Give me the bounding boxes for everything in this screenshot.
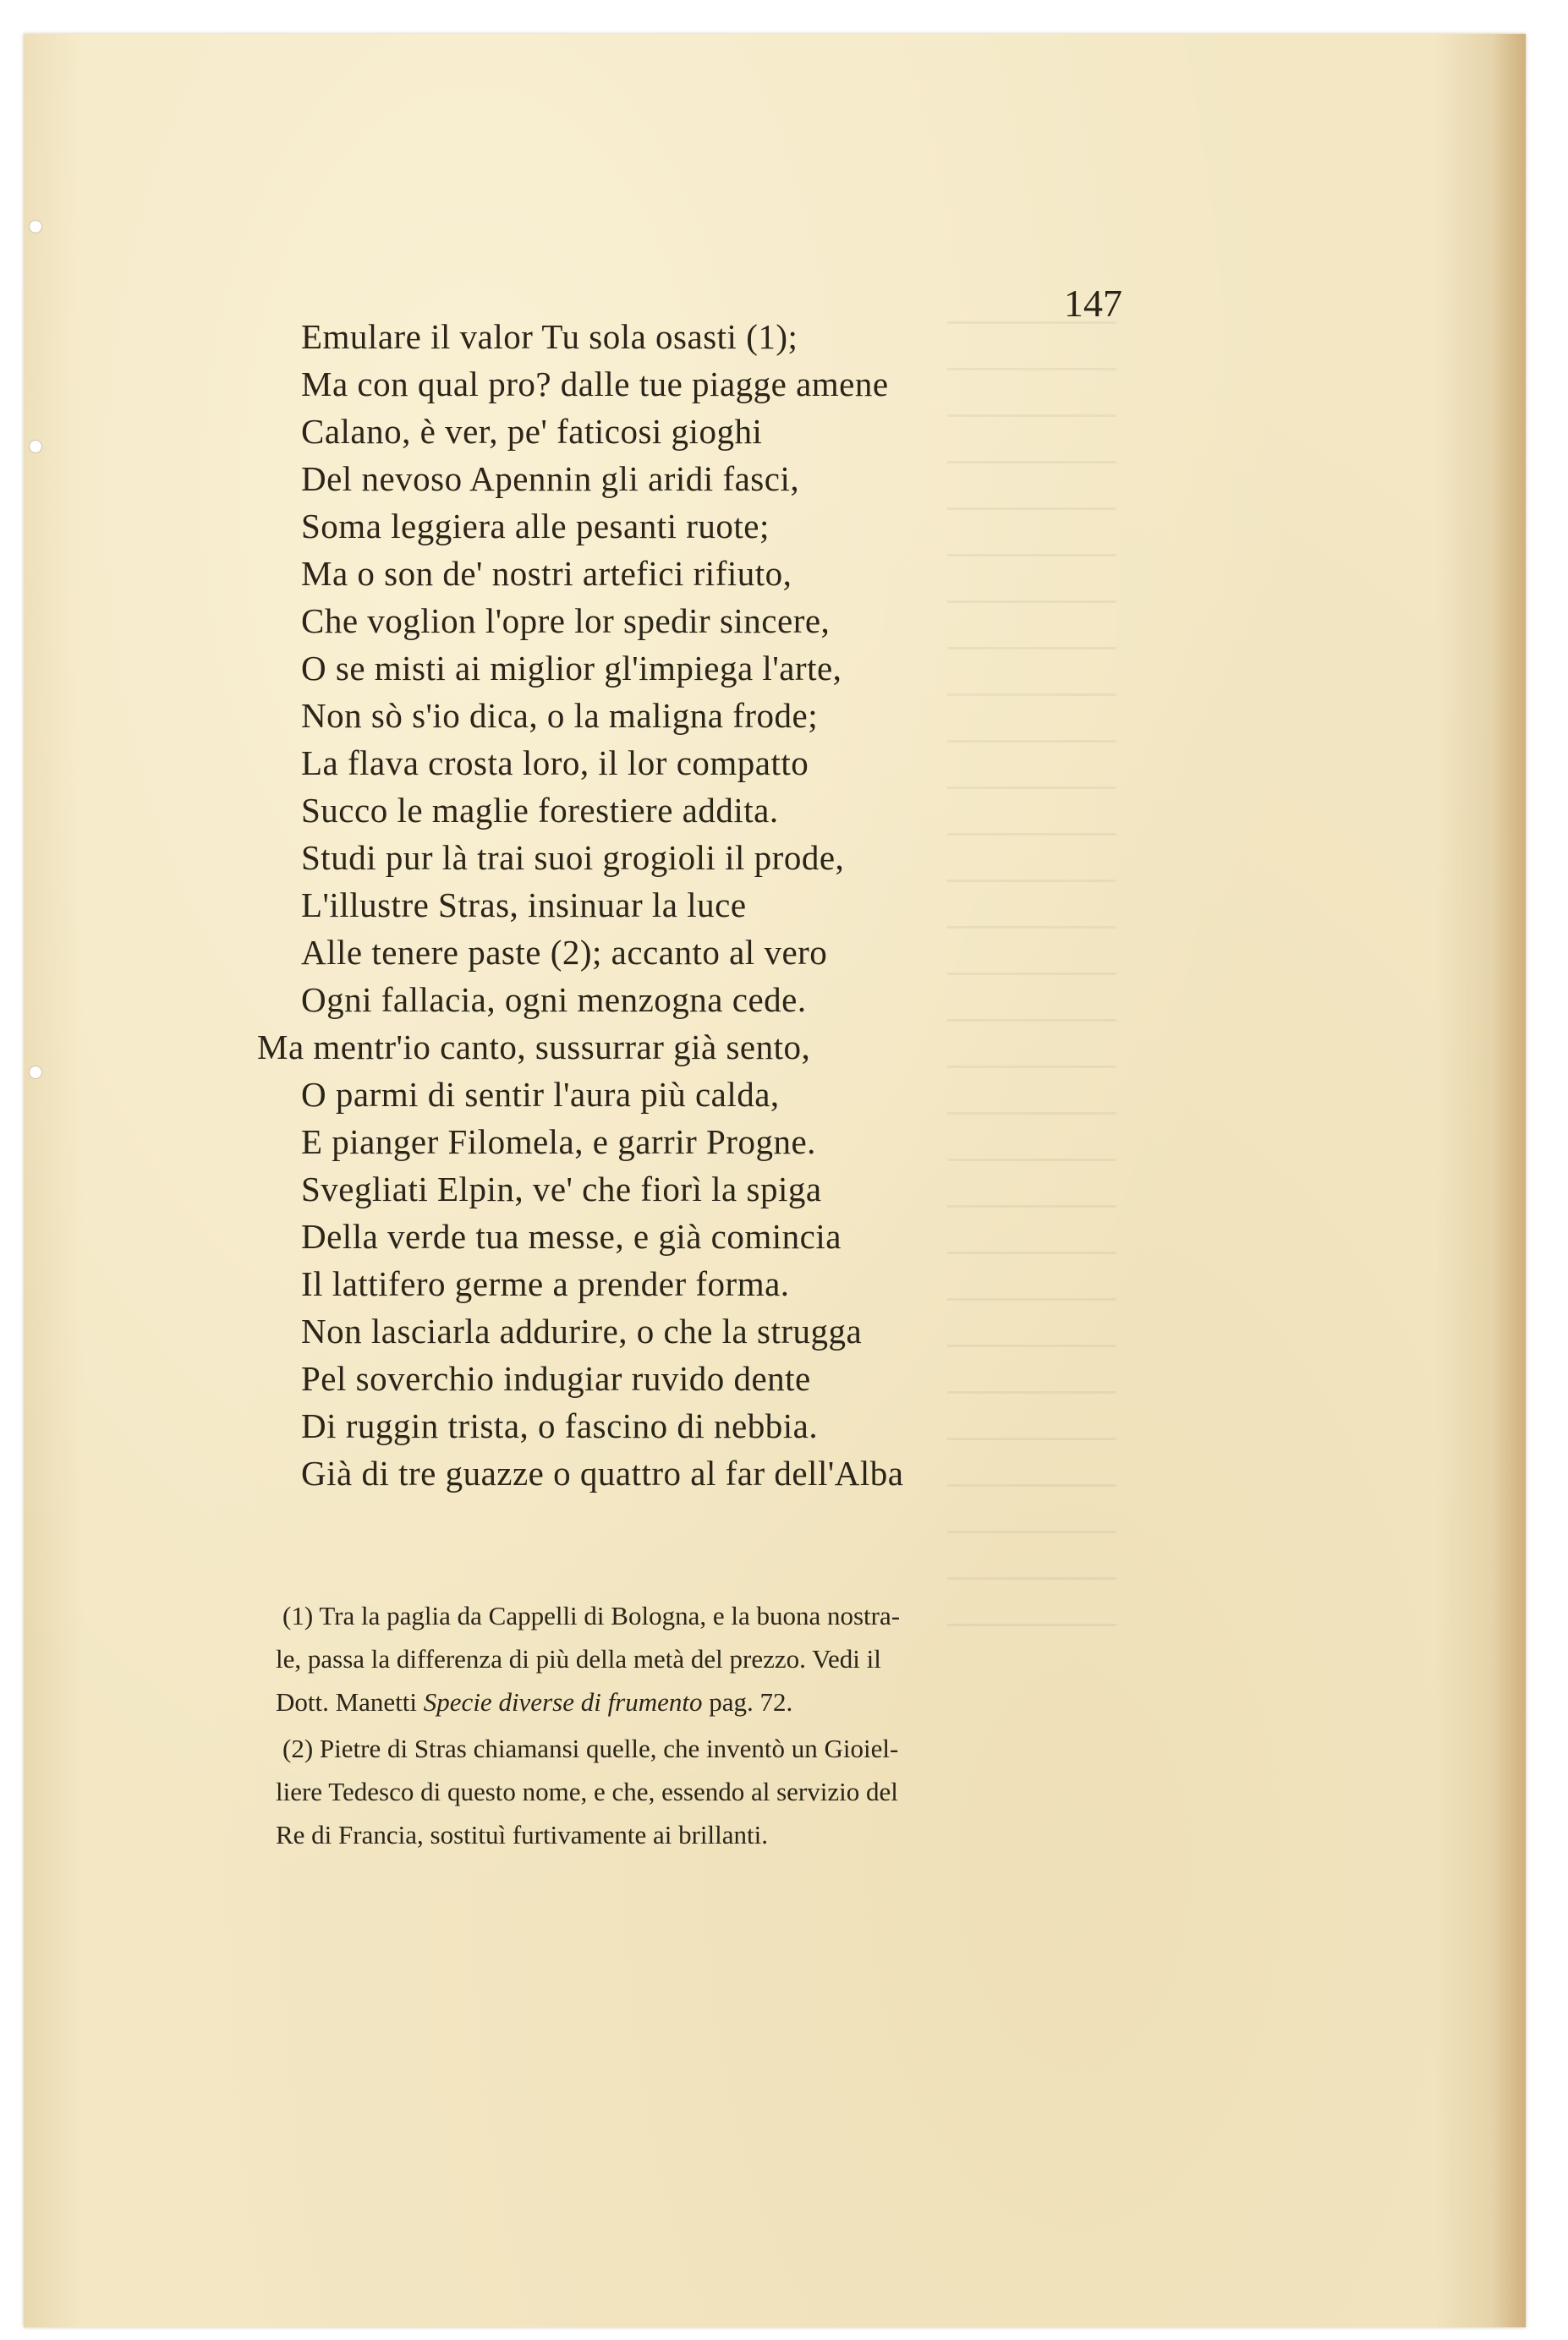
- verse-line: Soma leggiera alle pesanti ruote;: [301, 507, 770, 545]
- verse-line: Alle tenere paste (2); accanto al vero: [301, 933, 828, 972]
- verse-line: Non sò s'io dica, o la maligna frode;: [301, 696, 819, 735]
- verse-line: Ogni fallacia, ogni menzogna cede.: [301, 980, 807, 1019]
- footnote-1-line: (1) Tra la paglia da Cappelli di Bologna, e la buona nostra-: [282, 1601, 901, 1630]
- verse-line: Studi pur là trai suoi grogioli il prode,: [301, 838, 845, 877]
- verse-line: Svegliati Elpin, ve' che fiorì la spiga: [301, 1170, 822, 1208]
- footnote-1-line: [276, 1689, 792, 1715]
- verse-line: O parmi di sentir l'aura più calda,: [301, 1075, 780, 1114]
- footnote-text: pag. 72.: [702, 1687, 793, 1717]
- verse-line: Che voglion l'opre lor spedir sincere,: [301, 601, 831, 640]
- verse-line: Il lattifero germe a prender forma.: [301, 1264, 790, 1303]
- footnote-2-line: (2) Pietre di Stras chiamansi quelle, che inventò un Gioiel-: [282, 1734, 899, 1763]
- verse-line: Della verde tua messe, e già comincia: [301, 1217, 842, 1256]
- verse-line: Calano, è ver, pe' faticosi gioghi: [301, 412, 763, 451]
- footnote-2-line: liere Tedesco di questo nome, e che, essendo al servizio del: [276, 1777, 898, 1806]
- book-title: Specie diverse di frumento: [423, 1687, 703, 1717]
- verse-line: Già di tre guazze o quattro al far dell'Alba: [301, 1454, 904, 1493]
- verse-line: Succo le maglie forestiere addita.: [301, 791, 779, 830]
- verse-line: E pianger Filomela, e garrir Progne.: [301, 1122, 816, 1161]
- footnote-text: Dott. Manetti: [276, 1687, 424, 1717]
- verse-line: Emulare il valor Tu sola osasti (1);: [301, 317, 798, 356]
- binding-hole: [29, 440, 42, 453]
- aged-edge: [1494, 34, 1526, 2327]
- verse-line: La flava crosta loro, il lor compatto: [301, 743, 809, 782]
- verse-line: Ma con qual pro? dalle tue piagge amene: [301, 364, 889, 403]
- verse-line: Non lasciarla addurire, o che la strugga: [301, 1312, 863, 1351]
- footnote-2-line: Re di Francia, sostituì furtivamente ai brillanti.: [276, 1820, 768, 1850]
- verse-line: Ma mentr'io canto, sussurrar già sento,: [257, 1028, 811, 1066]
- verse-line: Ma o son de' nostri artefici rifiuto,: [301, 554, 792, 593]
- binding-hole: [29, 220, 42, 233]
- verse-line: L'illustre Stras, insinuar la luce: [301, 885, 747, 924]
- show-through-text: [947, 321, 1116, 1658]
- verse-line: O se misti ai miglior gl'impiega l'arte,: [301, 649, 842, 688]
- verse-line: Pel soverchio indugiar ruvido dente: [301, 1359, 811, 1398]
- verse-line: Di ruggin trista, o fascino di nebbia.: [301, 1406, 819, 1445]
- verse-line: Del nevoso Apennin gli aridi fasci,: [301, 459, 800, 498]
- binding-hole: [29, 1066, 42, 1079]
- footnote-1-line: le, passa la differenza di più della metà del prezzo. Vedi il: [276, 1644, 881, 1674]
- page-number: 147: [1064, 282, 1122, 325]
